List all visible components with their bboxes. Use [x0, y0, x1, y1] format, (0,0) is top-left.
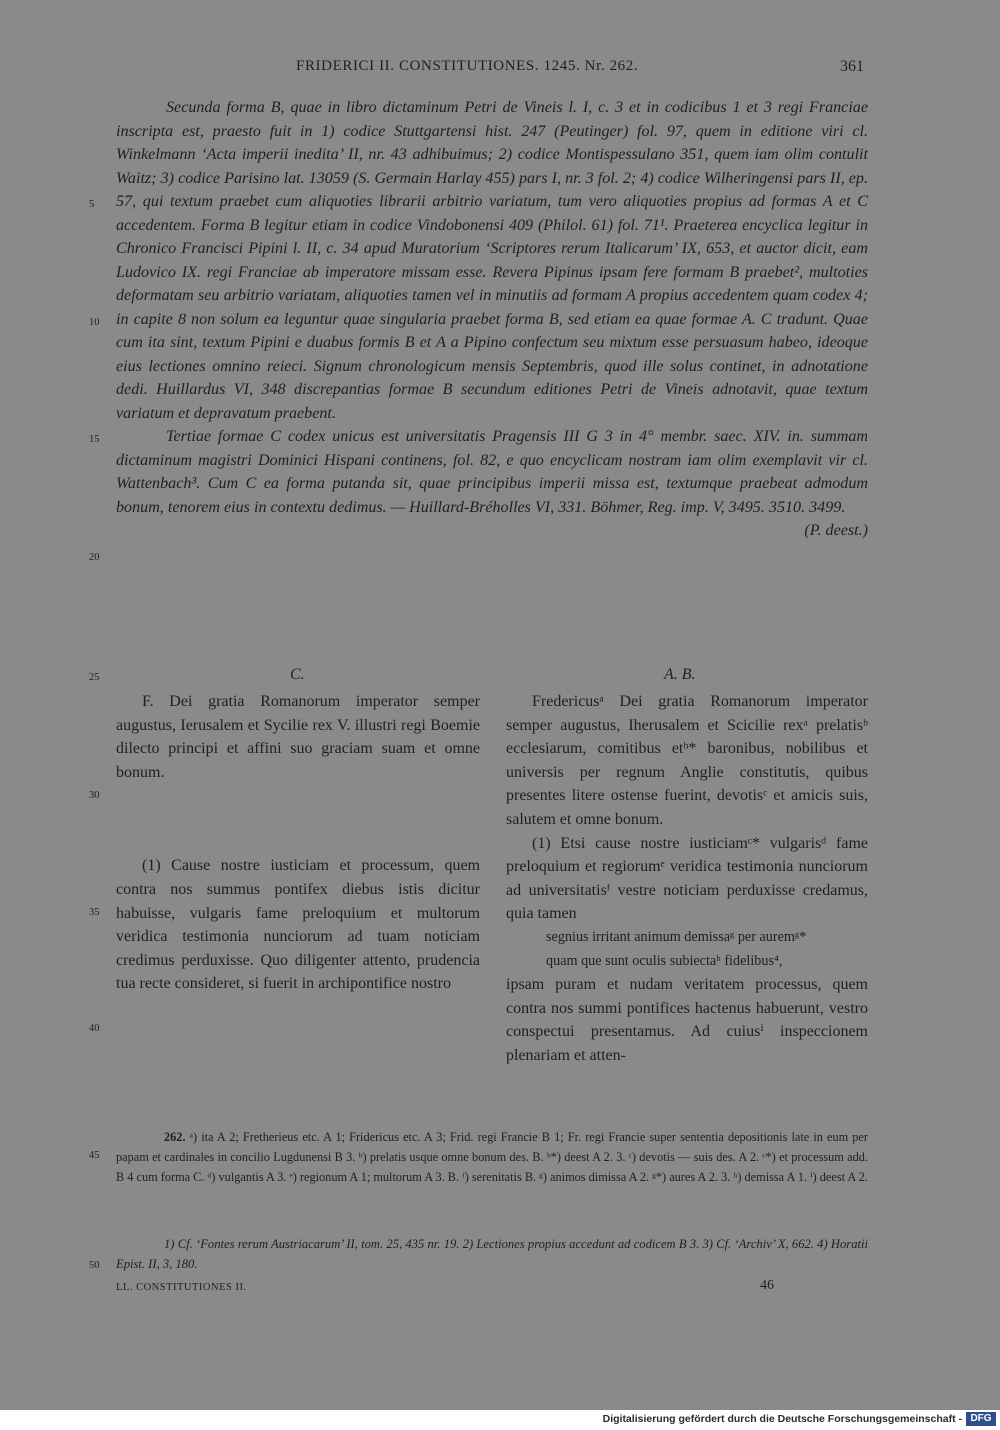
line-number: 40 [89, 1023, 100, 1034]
line-number: 50 [89, 1260, 100, 1271]
right-paragraph-1: (1) Etsi cause nostre iusticiamᶜ* vulgarisᵈ fame preloquium et regiorumᵉ veridica testimonia nunciorum ad universitatisᶠ vestre noticiam perduxisse credamus, quia tamen [506, 834, 868, 923]
left-paragraph-1: (1) Cause nostre iusticiam et processum, quem contra nos summus pontifex diebus istis dicitur habuisse, vulgaris fame preloquium et multorum veridica testimonia nunciorum ad tuam noticiam credimus perduxisse. Quo diligenter attento, prudencia tua recte consideret, si fuerit in archipontifice nostro [116, 857, 480, 993]
running-header [0, 58, 1000, 82]
line-number: 10 [89, 317, 100, 328]
sign-note: (P. deest.) [804, 522, 868, 539]
intro-paragraph-1: Secunda forma B, quae in libro dictaminum Petri de Vineis l. I, c. 3 et in codicibus 1 et 3 regi Franciae inscripta est, praesto fuit in 1) codice Stuttgartensi hist. 247 (Peutinger) fol. 97, quem in editione viri cl. Winkelmann ‘Acta imperii inedita’ II, nr. 43 adhibuimus; 2) codice Montispessulano 351, quem iam olim contulit Waitz; 3) codice Parisino lat. 13059 (S. Germain Harlay 455) pars I, nr. 3 fol. 2; 4) codice Wilheringensi pars II, ep. 57, qui textum praebet cum aliquoties librarii arbitrio variatum, tum vero aliquoties propius ad formas A et C accedentem. Forma B legitur etiam in codice Vindobonensi 409 (Philol. 61) fol. 71¹. Praeterea encyclica legitur in Chronico Francisci Pipini l. II, c. 34 apud Muratorium ‘Scriptores rerum Italicarum’ IX, 653, et auctor dicit, eam Ludovico IX. regi Franciae ab imperatore missam esse. Revera Pipinus ipsam fere formam B praebet², multoties deformatam seu arbitrio variatam, aliquoties tamen vel in minutiis ad formam A propius accedentem quam codex 4; in capite 8 non solum ea leguntur quae singularia praebet forma B, sed etiam ea quae formae A. C tradunt. Quae cum ita sint, textum Pipini e duabus formis B et A a Pipino confectum seu mixtum esse persuasum habeo, ideoque eius lectiones omnino reieci. Signum chronologicum mensis Septembris, quod ille solus continet, in adnotatione dedi. Huillardus VI, 348 discrepantias formae B secundum editiones Petri de Vineis adnotavit, quae textum variatum et depravatum praebent. [116, 99, 868, 422]
digitization-footer [0, 1410, 1000, 1430]
apparatus-text: ᵃ) ita A 2; Fretherieus etc. A 1; Fridericus etc. A 3; Frid. regi Francie B 1; Fr. regi Francie super sententia depositionis late in eum per papam et cardinales in concilio Lugdunensi B 3. ᵇ) prelatis usque omne bonum des. B. ᵇ*) deest A 2. 3. ᶜ) devotis — suis des. A 2. ᶜ*) et processum add. B 4 cum forma C. ᵈ) vulgantis A 3. ᵉ) regionum A 1; multorum A 3. B. ᶠ) serenitatis B. ᵍ) animos dimissa A 2. ᵍ*) aures A 2. 3. ʰ) demissa A 1. ⁱ) deest A 2. [116, 1130, 868, 1184]
introduction [116, 96, 868, 543]
line-number: 30 [89, 790, 100, 801]
signature-number: 46 [760, 1278, 774, 1293]
apparatus-number: 262. [164, 1130, 186, 1144]
volume-signature: LL. CONSTITUTIONES II. [116, 1282, 247, 1293]
footnote-text: 1) Cf. ‘Fontes rerum Austriacarum’ II, tom. 25, 435 nr. 19. 2) Lectiones propius accedunt ad codicem B 3. 3) Cf. ‘Archiv’ X, 662. 4) Horatii Epist. II, 3, 180. [116, 1237, 868, 1271]
line-number: 35 [89, 907, 100, 918]
funding-note: Digitalisierung gefördert durch die Deutsche Forschungsgemeinschaft - [602, 1413, 962, 1425]
intro-paragraph-2: Tertiae formae C codex unicus est universitatis Pragensis III G 3 in 4° membr. saec. XIV. in. summam dictaminum magistri Dominici Hispani continens, fol. 82, e quo encyclicam nostram iam olim exemplavit vir cl. Wattenbach³. Cum C ea forma putanda sit, quae principibus imperii missa est, textumque praebeat admodum bonum, tenorem eius in contextu dedimus. — Huillard-Bréholles VI, 331. Böhmer, Reg. imp. V, 3495. 3510. 3499. [116, 428, 868, 516]
right-paragraph-2: ipsam puram et nudam veritatem processus, quem contra nos summi pontifices hactenus habuerunt, vestro conspectui presentamus. Ad cuiusⁱ inspeccionem plenariam et atten- [506, 976, 868, 1064]
line-number: 15 [89, 434, 100, 445]
dfg-logo-icon[interactable]: DFG [966, 1412, 996, 1426]
left-salutation: F. Dei gratia Romanorum imperator semper augustus, Ierusalem et Sycilie rex V. illustri regi Boemie dilecto principi et affini suo graciam suam et omne bonum. [116, 693, 480, 781]
line-number: 45 [89, 1150, 100, 1161]
quote-line-2: quam que sunt oculis subiectaʰ fidelibus⁴, [546, 952, 783, 969]
header-title: FRIDERICI II. CONSTITUTIONES. 1245. Nr. 262. [296, 58, 639, 74]
line-number: 25 [89, 672, 100, 683]
apparatus-line [116, 1128, 868, 1187]
critical-apparatus [116, 1128, 868, 1187]
right-column-form-ab [506, 690, 868, 1068]
footnotes [116, 1234, 868, 1274]
quote-line-1: segnius irritant animum demissaᵍ per auremᵍ* [546, 928, 807, 945]
page-number: 361 [840, 58, 864, 75]
left-column-form-c [116, 690, 480, 996]
right-salutation: Fredericusᵃ Dei gratia Romanorum imperator semper augustus, Iherusalem et Scicilie rexᵃ prelatisᵇ ecclesiarum, comitibus etᵇ* baronibus, nobilibus et universis per regnum Anglie constitutis, quibus presentes litere ostense fuerint, devotisᶜ et amicis suis, salutem et omne bonum. [506, 693, 868, 828]
column-label-c: C. [290, 666, 305, 683]
line-number: 5 [89, 199, 95, 210]
column-label-ab: A. B. [664, 666, 696, 683]
line-number: 20 [89, 552, 100, 563]
